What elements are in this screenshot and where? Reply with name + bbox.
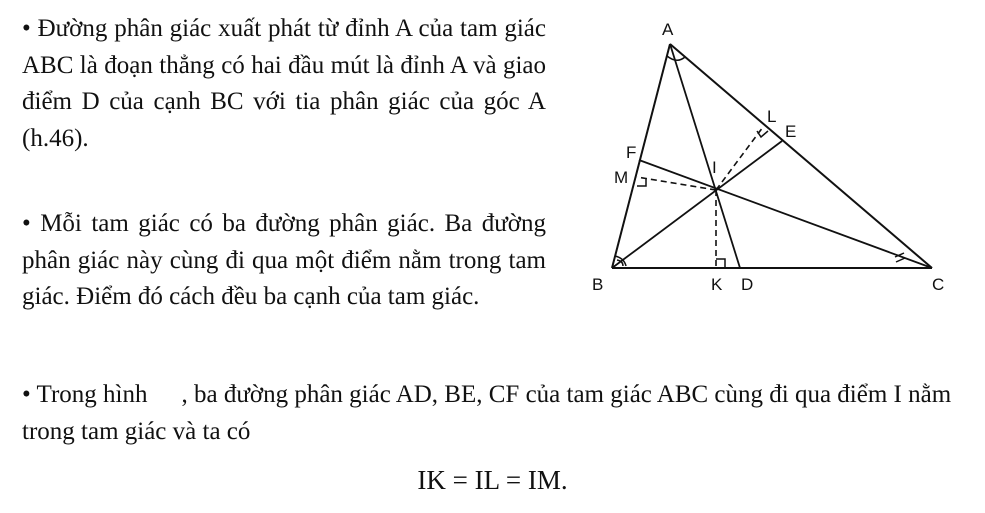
label-c: C bbox=[932, 275, 945, 294]
bisector-ad bbox=[670, 44, 740, 268]
dash-il bbox=[716, 127, 763, 190]
label-l: L bbox=[767, 107, 777, 126]
paragraph-three-bisectors: • Mỗi tam giác có ba đường phân giác. Ba đường phân giác này cùng đi qua một điểm nằm trong tam giác. Điểm đó cách đều ba cạnh của tam giác. bbox=[22, 210, 546, 310]
angle-arc-a bbox=[667, 56, 685, 60]
equation-ik-il-im: IK = IL = IM. bbox=[417, 465, 568, 495]
label-b: B bbox=[592, 275, 604, 294]
triangle-bisector-figure bbox=[580, 10, 980, 310]
right-angle-k bbox=[716, 259, 725, 268]
right-angle-m bbox=[637, 178, 646, 186]
angle-tick-c-2 bbox=[896, 258, 905, 262]
label-f: F bbox=[626, 143, 637, 162]
perpendicular-dashes bbox=[637, 127, 763, 268]
paragraph-incenter-text-start: • Trong hình bbox=[22, 381, 148, 408]
paragraph-bisector-definition: • Đường phân giác xuất phát từ đỉnh A của tam giác ABC là đoạn thẳng có hai đầu mút là đỉnh A và giao điểm D của cạnh BC với tia phân giác của góc A (h.46). bbox=[22, 15, 546, 152]
side-ab bbox=[612, 44, 670, 268]
bisector-lines bbox=[612, 44, 932, 268]
label-i: I bbox=[712, 158, 717, 177]
side-ac bbox=[670, 44, 932, 268]
label-d: D bbox=[741, 275, 754, 294]
label-e: E bbox=[785, 122, 797, 141]
paragraph-incenter-example bbox=[22, 377, 977, 450]
label-k: K bbox=[711, 275, 723, 294]
label-m: M bbox=[614, 168, 629, 187]
paragraph-incenter-text-end: , ba đường phân giác AD, BE, CF của tam giác ABC cùng đi qua điểm I nằm trong tam giác và ta có bbox=[22, 381, 952, 445]
triangle-sides bbox=[612, 44, 932, 268]
label-a: A bbox=[662, 20, 674, 39]
bisector-be bbox=[612, 141, 782, 268]
